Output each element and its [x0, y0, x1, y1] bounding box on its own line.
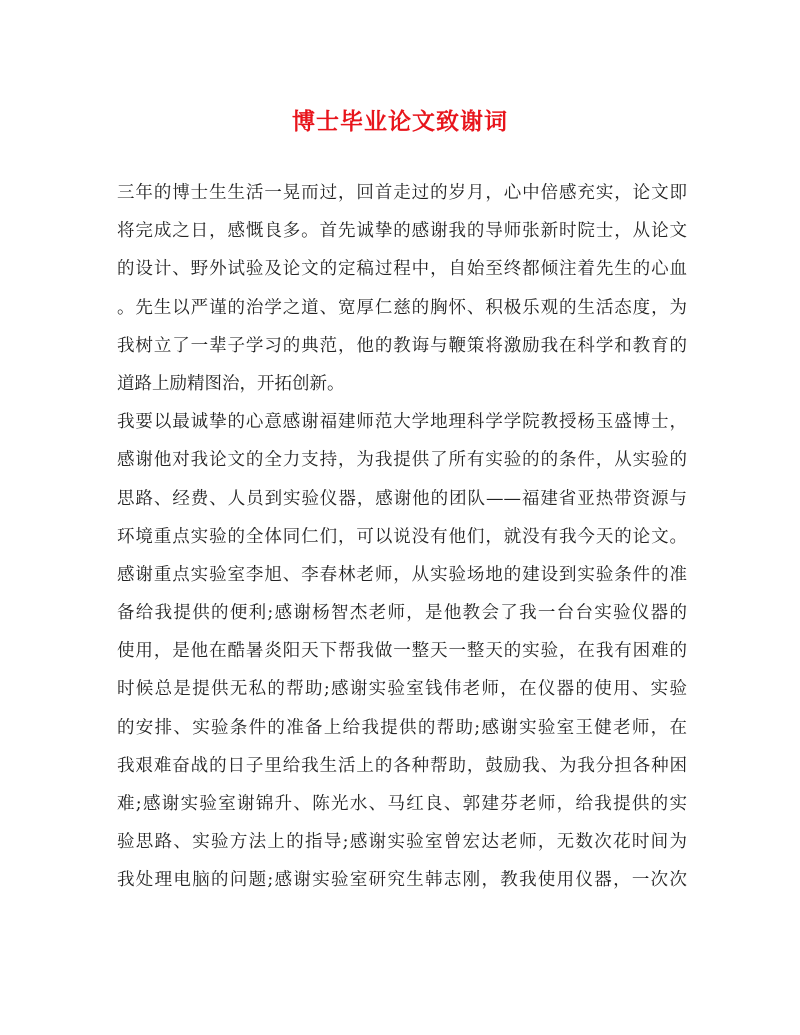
text-line: 道路上励精图治，开拓创新。 — [117, 373, 345, 394]
text-line: 使用，是他在酷暑炎阳天下帮我做一整天一整天的实验，在我有困难的 — [117, 641, 687, 662]
text-line: 我要以最诚挚的心意感谢福建师范大学地理科学学院教授杨玉盛博士， — [117, 412, 687, 433]
text-line: 难;感谢实验室谢锦升、陈光水、马红良、郭建芬老师，给我提供的实 — [117, 794, 687, 814]
text-line: 感谢重点实验室李旭、李春林老师，从实验场地的建设到实验条件的准 — [117, 564, 687, 585]
text-line: 的安排、实验条件的准备上给我提供的帮助;感谢实验室王健老师，在 — [117, 717, 687, 738]
text-line: 我艰难奋战的日子里给我生活上的各种帮助，鼓励我、为我分担各种困 — [117, 755, 687, 776]
text-line: 思路、经费、人员到实验仪器，感谢他的团队——福建省亚热带资源与 — [117, 488, 687, 509]
text-line: 将完成之日，感慨良多。首先诚挚的感谢我的导师张新时院士，从论文 — [117, 221, 687, 242]
text-line: 我处理电脑的问题;感谢实验室研究生韩志刚，教我使用仪器，一次次 — [117, 870, 687, 891]
document-body — [117, 174, 687, 900]
text-line: 。先生以严谨的治学之道、宽厚仁慈的胸怀、积极乐观的生活态度，为 — [117, 297, 687, 318]
text-line: 备给我提供的便利;感谢杨智杰老师，是他教会了我一台台实验仪器的 — [117, 603, 687, 624]
text-line: 时候总是提供无私的帮助;感谢实验室钱伟老师，在仪器的使用、实验 — [117, 679, 687, 700]
text-line: 验思路、实验方法上的指导;感谢实验室曾宏达老师，无数次花时间为 — [117, 832, 687, 853]
text-line: 环境重点实验的全体同仁们，可以说没有他们，就没有我今天的论文。 — [117, 526, 687, 547]
document-title: 博士毕业论文致谢词 — [292, 108, 508, 135]
text-line: 的设计、野外试验及论文的定稿过程中，自始至终都倾注着先生的心血 — [117, 259, 687, 280]
text-line: 我树立了一辈子学习的典范，他的教诲与鞭策将激励我在科学和教育的 — [117, 335, 687, 356]
text-line: 三年的博士生生活一晃而过，回首走过的岁月，心中倍感充实，论文即 — [117, 183, 687, 203]
text-line: 感谢他对我论文的全力支持，为我提供了所有实验的的条件，从实验的 — [117, 450, 687, 471]
